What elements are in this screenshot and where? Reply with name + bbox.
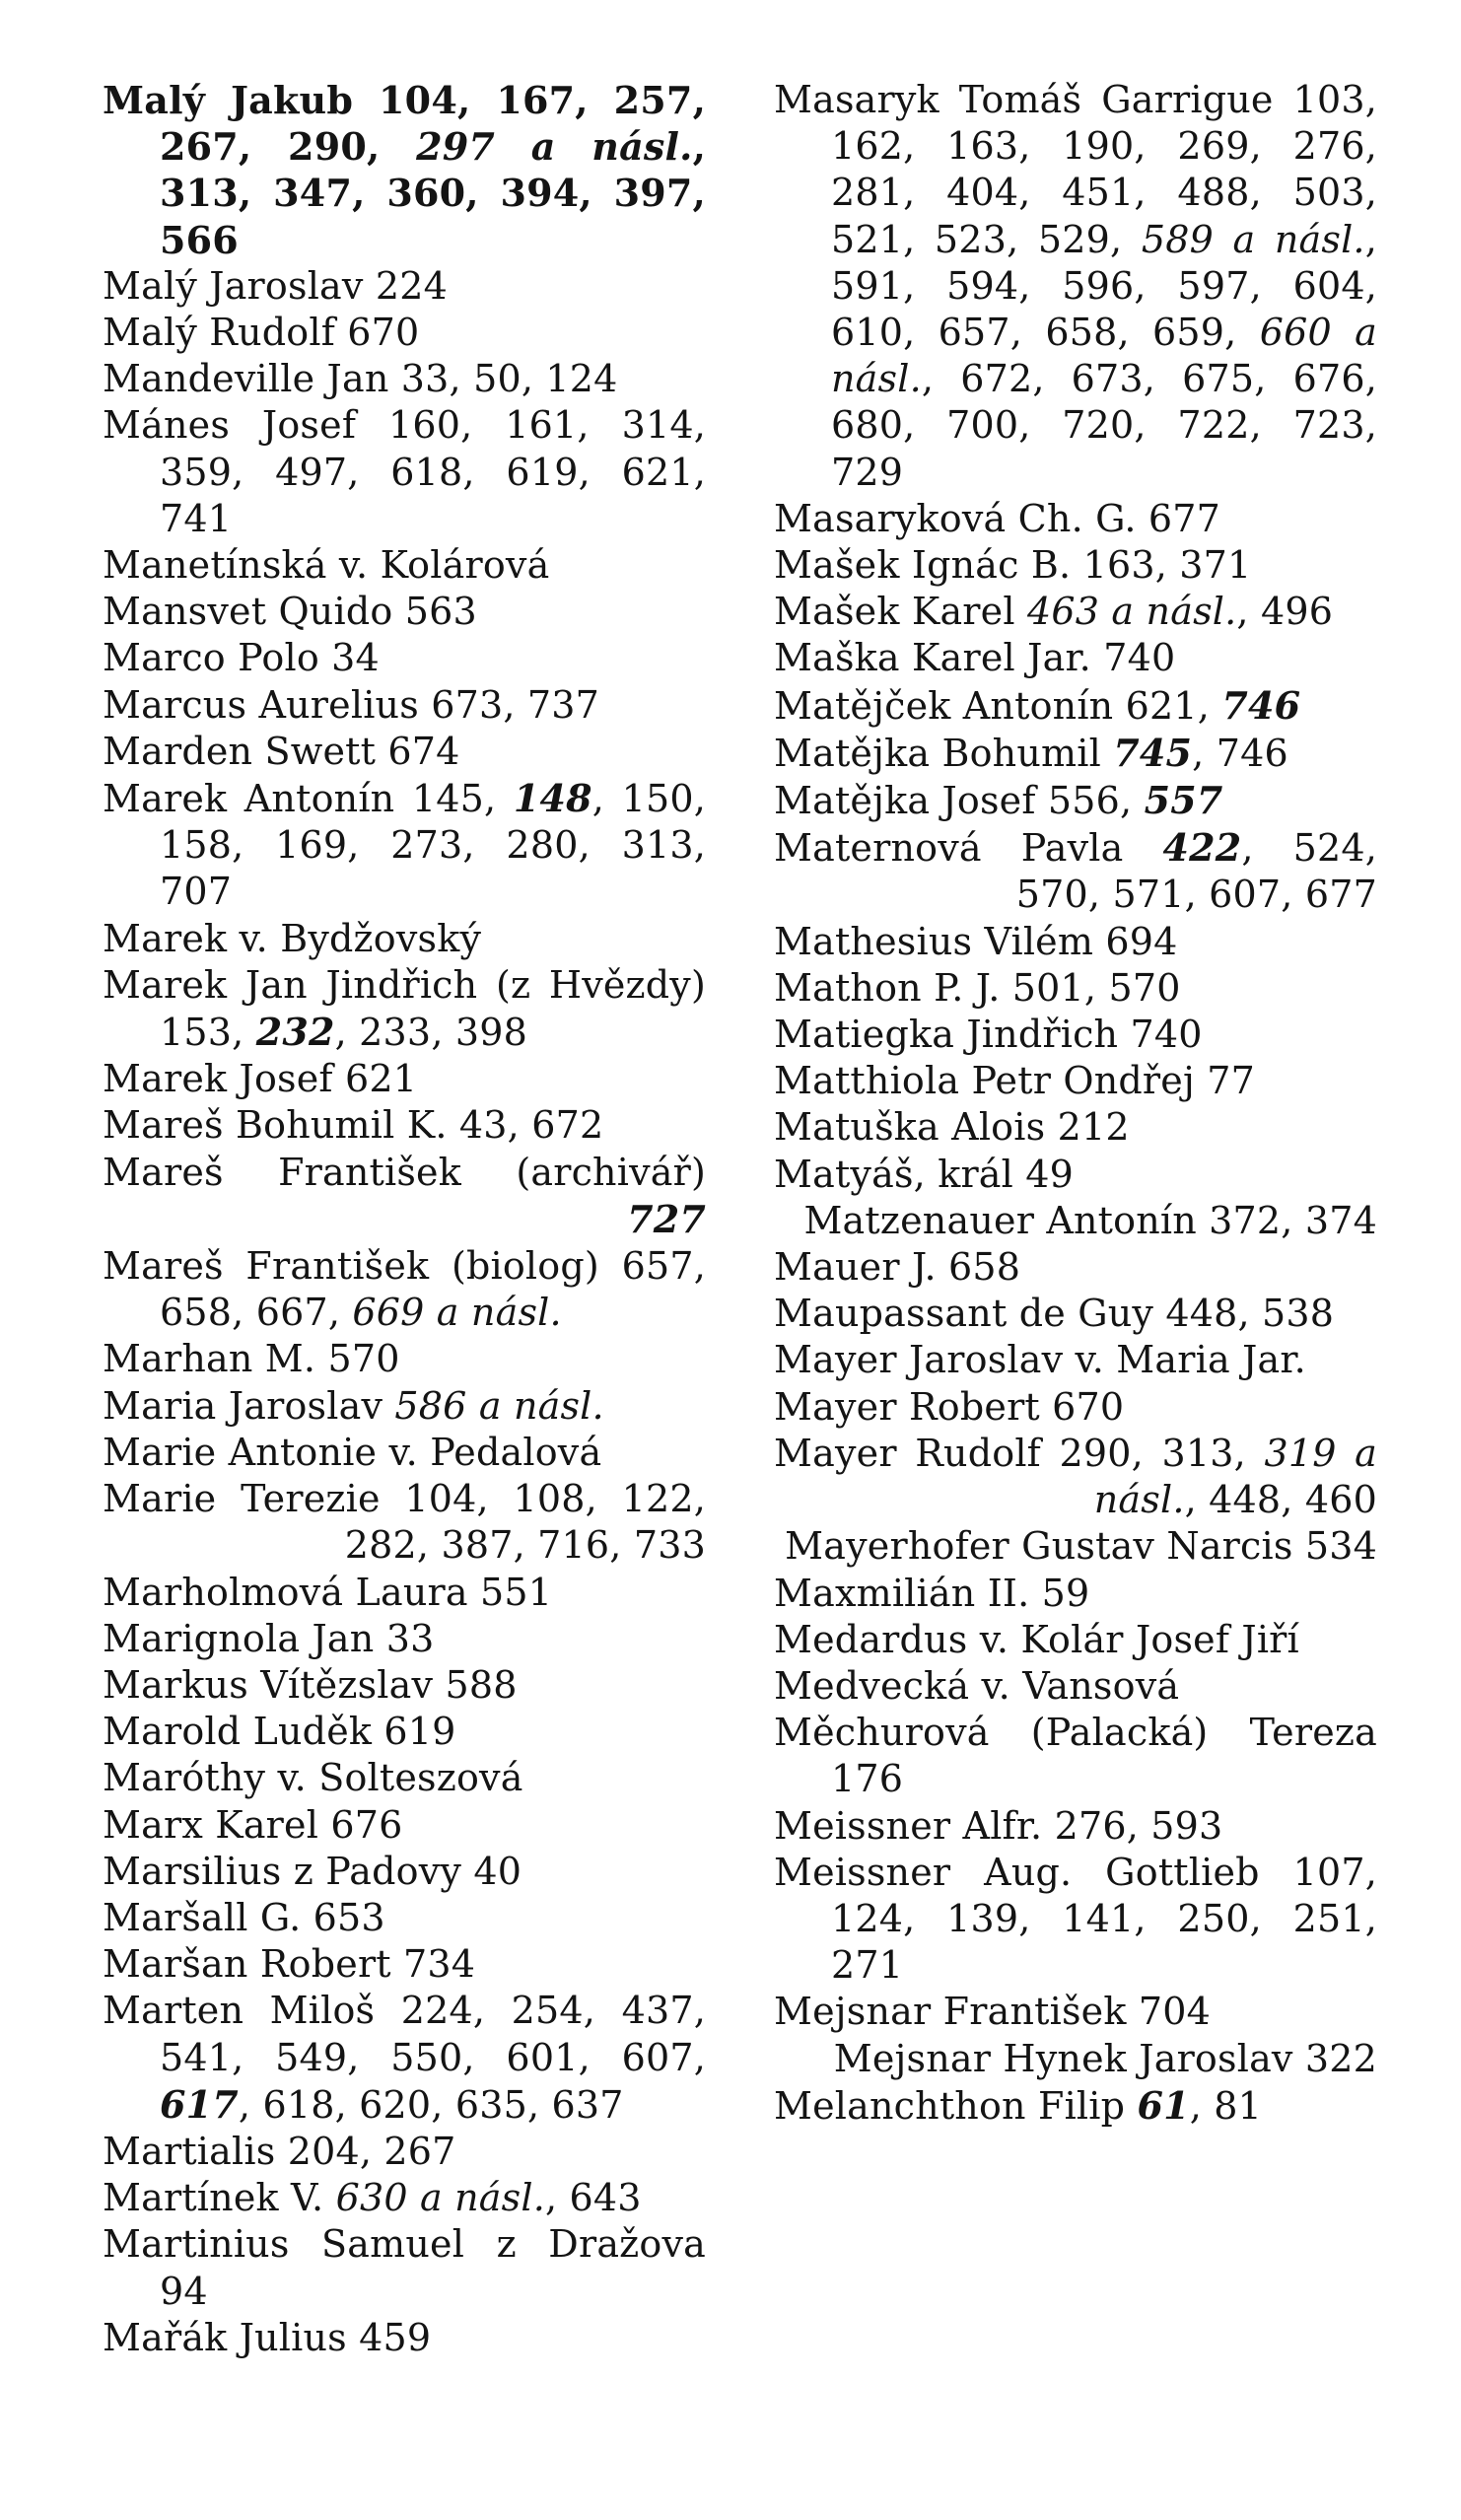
index-entry bbox=[774, 1803, 1377, 1850]
entry-text: Měchurová (Palacká) Tereza 176 bbox=[774, 1711, 1377, 1801]
index-entry bbox=[774, 589, 1377, 635]
index-entry bbox=[774, 730, 1377, 777]
page-ref-emphasis: 745 bbox=[1113, 730, 1193, 775]
index-entry bbox=[103, 77, 706, 263]
entry-text: Medvecká v. Vansová bbox=[774, 1663, 1180, 1708]
entry-text: Mathon P. J. 501, 570 bbox=[774, 965, 1181, 1010]
page-ref-emphasis: 746 bbox=[1221, 682, 1301, 728]
entry-text: Matyáš, král 49 bbox=[774, 1152, 1075, 1196]
entry-text: Marie Antonie v. Pedalová bbox=[103, 1430, 602, 1474]
entry-text: Malý Rudolf 670 bbox=[103, 311, 420, 355]
entry-text: Maróthy v. Solteszová bbox=[103, 1756, 523, 1800]
entry-text: Matějka Bohumil bbox=[774, 731, 1114, 775]
entry-text: Marek Jan Jindřich (z Hvězdy) 153, bbox=[103, 962, 706, 1055]
entry-text: Mašek Karel bbox=[774, 590, 1027, 634]
entry-text: , 524, 570, 571, 607, 677 bbox=[1015, 826, 1377, 917]
page-ref-emphasis: 727 bbox=[627, 1196, 706, 1241]
page-ref-emphasis: 232 bbox=[255, 1010, 335, 1055]
index-entry bbox=[774, 1663, 1377, 1710]
entry-text: Marsilius z Padovy 40 bbox=[103, 1849, 522, 1893]
index-entry bbox=[774, 1012, 1377, 1058]
entry-text: Marx Karel 676 bbox=[103, 1802, 403, 1847]
entry-text: , 448, 460 bbox=[1184, 1478, 1377, 1522]
index-entry bbox=[103, 1802, 706, 1849]
index-entry bbox=[103, 356, 706, 402]
entry-text: Marcus Aurelius 673, 737 bbox=[103, 682, 600, 727]
index-entry bbox=[774, 1291, 1377, 1337]
index-entry bbox=[103, 1755, 706, 1801]
entry-text: Marek Josef 621 bbox=[103, 1057, 418, 1101]
entry-text: Mayer Robert 670 bbox=[774, 1384, 1125, 1429]
entry-text: , 591, 594, 596, 597, 604, 610, 657, 658, 659, bbox=[831, 217, 1377, 355]
index-entry bbox=[774, 919, 1377, 965]
index-entry bbox=[774, 965, 1377, 1012]
page-ref-emphasis: 660 a násl. bbox=[831, 311, 1377, 401]
index-entry bbox=[774, 1152, 1377, 1198]
index-entry bbox=[103, 1150, 706, 1243]
page-ref-emphasis: 586 a násl. bbox=[394, 1383, 604, 1428]
entry-text: Matuška Alois 212 bbox=[774, 1105, 1130, 1150]
entry-text: Mašek Ignác B. 163, 371 bbox=[774, 543, 1252, 588]
entry-text: Mansvet Quido 563 bbox=[103, 590, 477, 634]
index-entry bbox=[774, 1617, 1377, 1663]
entry-text: Matzenauer Antonín 372, 374 bbox=[803, 1198, 1377, 1242]
entry-text: Marholmová Laura 551 bbox=[103, 1570, 553, 1614]
index-entry bbox=[103, 1895, 706, 1941]
entry-text: , 643 bbox=[545, 2176, 642, 2220]
index-entry bbox=[103, 1570, 706, 1616]
index-entry bbox=[774, 1198, 1377, 1244]
entry-text: , 496 bbox=[1236, 590, 1334, 634]
entry-text: Maršan Robert 734 bbox=[103, 1942, 476, 1987]
index-entry bbox=[103, 1102, 706, 1149]
entry-text: Marek Antonín 145, bbox=[103, 777, 514, 821]
entry-text: Mauer J. 658 bbox=[774, 1245, 1021, 1290]
page-ref-emphasis: 557 bbox=[1144, 778, 1223, 823]
entry-text: Mánes Josef 160, 161, 314, 359, 497, 618, 619, 621, 741 bbox=[103, 403, 706, 540]
index-entry bbox=[103, 2221, 706, 2314]
entry-text: Marco Polo 34 bbox=[103, 636, 380, 680]
index-entry bbox=[774, 1058, 1377, 1104]
index-entry bbox=[774, 1523, 1377, 1570]
index-entry bbox=[103, 635, 706, 681]
index-entry bbox=[103, 263, 706, 310]
page-ref-emphasis: 148 bbox=[513, 776, 592, 821]
index-entry bbox=[774, 1384, 1377, 1431]
entry-text: Masaryková Ch. G. 677 bbox=[774, 496, 1221, 540]
index-entry bbox=[774, 1850, 1377, 1990]
index-entry bbox=[103, 962, 706, 1056]
entry-text: Marie Terezie 104, 108, 122, 282, 387, 716, 733 bbox=[103, 1477, 706, 1568]
index-entry bbox=[103, 1476, 706, 1569]
index-entry bbox=[103, 1849, 706, 1895]
entry-text: Mejsnar Hynek Jaroslav 322 bbox=[833, 2036, 1377, 2080]
index-entry bbox=[774, 1431, 1377, 1523]
index-entry bbox=[103, 589, 706, 635]
index-entry bbox=[774, 635, 1377, 681]
entry-text: Mayer Jaroslav v. Maria Jar. bbox=[774, 1338, 1306, 1382]
index-entry bbox=[103, 1383, 706, 1430]
entry-text: Martinius Samuel z Dražova 94 bbox=[103, 2222, 706, 2313]
index-entry bbox=[103, 1243, 706, 1336]
entry-text: Maria Jaroslav bbox=[103, 1383, 395, 1428]
index-entry bbox=[774, 542, 1377, 589]
entry-text: Mejsnar František 704 bbox=[774, 1990, 1211, 2034]
entry-text: Mareš František (biolog) 657, 658, 667, bbox=[103, 1244, 706, 1335]
entry-text: , 313, 347, 360, 394, 397, 566 bbox=[160, 124, 706, 262]
page-ref-emphasis: 463 a násl. bbox=[1027, 590, 1237, 634]
index-entry bbox=[774, 1337, 1377, 1383]
index-entry bbox=[103, 2175, 706, 2221]
page-ref-emphasis: 61 bbox=[1137, 2082, 1190, 2128]
index-entry bbox=[103, 729, 706, 775]
page-ref-emphasis: 589 a násl. bbox=[1141, 217, 1365, 261]
entry-text: Mareš Bohumil K. 43, 672 bbox=[103, 1103, 604, 1148]
entry-text: Mathesius Vilém 694 bbox=[774, 919, 1178, 963]
entry-text: Martínek V. bbox=[103, 2176, 336, 2220]
index-entry bbox=[103, 310, 706, 356]
entry-text: Marignola Jan 33 bbox=[103, 1616, 435, 1660]
index-entry bbox=[103, 2129, 706, 2175]
entry-text: , 81 bbox=[1189, 2083, 1263, 2128]
entry-text: , 746 bbox=[1192, 731, 1288, 775]
entry-text: Marhan M. 570 bbox=[103, 1337, 400, 1381]
index-entry bbox=[103, 682, 706, 729]
index-entry bbox=[103, 1988, 706, 2129]
entry-text: , 150, 158, 169, 273, 280, 313, 707 bbox=[160, 777, 706, 914]
index-entry bbox=[103, 1616, 706, 1662]
index-entry bbox=[103, 1662, 706, 1709]
entry-text: Maupassant de Guy 448, 538 bbox=[774, 1292, 1335, 1336]
entry-text: Matiegka Jindřich 740 bbox=[774, 1013, 1203, 1057]
entry-text: Masaryk Tomáš Garrigue 103, 162, 163, 190, 269, 276, 281, 404, 451, 488, 503, 521, 523, 529, bbox=[774, 78, 1377, 261]
index-entry bbox=[774, 1571, 1377, 1617]
index-entry bbox=[103, 542, 706, 589]
entry-text: Matthiola Petr Ondřej 77 bbox=[774, 1059, 1255, 1103]
index-entry bbox=[103, 1056, 706, 1102]
index-entry bbox=[774, 1104, 1377, 1151]
entry-text: Malý Jakub 104, 167, 257, 267, 290, bbox=[103, 78, 706, 170]
index-column-right bbox=[774, 77, 1377, 2130]
index-entry bbox=[774, 496, 1377, 542]
entry-text: Matějka Josef 556, bbox=[774, 779, 1145, 823]
entry-text: Mayer Rudolf 290, 313, bbox=[774, 1431, 1265, 1475]
index-entry bbox=[103, 402, 706, 542]
index-entry bbox=[774, 2082, 1377, 2130]
index-entry bbox=[103, 2315, 706, 2361]
entry-text: Maternová Pavla bbox=[774, 826, 1163, 871]
entry-text: Meissner Aug. Gottlieb 107, 124, 139, 141, 250, 251, 271 bbox=[774, 1850, 1377, 1988]
entry-text: Maška Karel Jar. 740 bbox=[774, 636, 1176, 680]
entry-text: Melanchthon Filip bbox=[774, 2083, 1138, 2128]
entry-text: Meissner Alfr. 276, 593 bbox=[774, 1803, 1223, 1848]
entry-text: Markus Vítězslav 588 bbox=[103, 1662, 518, 1707]
entry-text: Mandeville Jan 33, 50, 124 bbox=[103, 357, 618, 401]
index-column-left bbox=[103, 77, 706, 2361]
entry-text: Marek v. Bydžovský bbox=[103, 916, 482, 960]
entry-text: , 233, 398 bbox=[334, 1011, 528, 1055]
entry-text: , 618, 620, 635, 637 bbox=[238, 2082, 624, 2127]
index-entry bbox=[774, 824, 1377, 918]
entry-text: Marold Luděk 619 bbox=[103, 1710, 456, 1754]
index-entry bbox=[774, 1710, 1377, 1802]
entry-text: Mařák Julius 459 bbox=[103, 2315, 432, 2359]
index-entry bbox=[774, 1244, 1377, 1291]
index-entry bbox=[103, 775, 706, 916]
page-ref-emphasis: 422 bbox=[1162, 825, 1242, 871]
page-ref-emphasis: 669 a násl. bbox=[352, 1291, 562, 1335]
index-entry bbox=[103, 1941, 706, 1988]
entry-text: Malý Jaroslav 224 bbox=[103, 263, 448, 308]
index-entry bbox=[774, 682, 1377, 730]
entry-text: Maxmilián II. 59 bbox=[774, 1571, 1090, 1615]
entry-text: Medardus v. Kolár Josef Jiří bbox=[774, 1617, 1299, 1661]
index-entry bbox=[774, 77, 1377, 496]
entry-text: Mayerhofer Gustav Narcis 534 bbox=[785, 1524, 1377, 1569]
page-ref-emphasis: 617 bbox=[160, 2081, 239, 2127]
entry-text: Manetínská v. Kolárová bbox=[103, 543, 550, 588]
index-entry bbox=[103, 916, 706, 962]
index-entry bbox=[103, 1336, 706, 1382]
index-entry bbox=[774, 777, 1377, 824]
entry-text: Matějček Antonín 621, bbox=[774, 683, 1222, 728]
page-ref-emphasis: 297 a násl. bbox=[416, 124, 693, 170]
entry-text: Maršall G. 653 bbox=[103, 1895, 385, 1939]
page-ref-emphasis: 630 a násl. bbox=[335, 2176, 545, 2220]
index-entry bbox=[103, 1430, 706, 1476]
index-entry bbox=[774, 1989, 1377, 2035]
entry-text: Martialis 204, 267 bbox=[103, 2129, 456, 2173]
entry-text: , 672, 673, 675, 676, 680, 700, 720, 722, 723, 729 bbox=[831, 357, 1377, 494]
entry-text: Marten Miloš 224, 254, 437, 541, 549, 550, 601, 607, bbox=[103, 1989, 706, 2079]
index-entry bbox=[774, 2036, 1377, 2082]
entry-text: Mareš František (archivář) bbox=[103, 1150, 706, 1194]
index-entry bbox=[103, 1709, 706, 1755]
entry-text: Marden Swett 674 bbox=[103, 729, 460, 773]
page-ref-emphasis: 319 a násl. bbox=[1093, 1431, 1377, 1522]
